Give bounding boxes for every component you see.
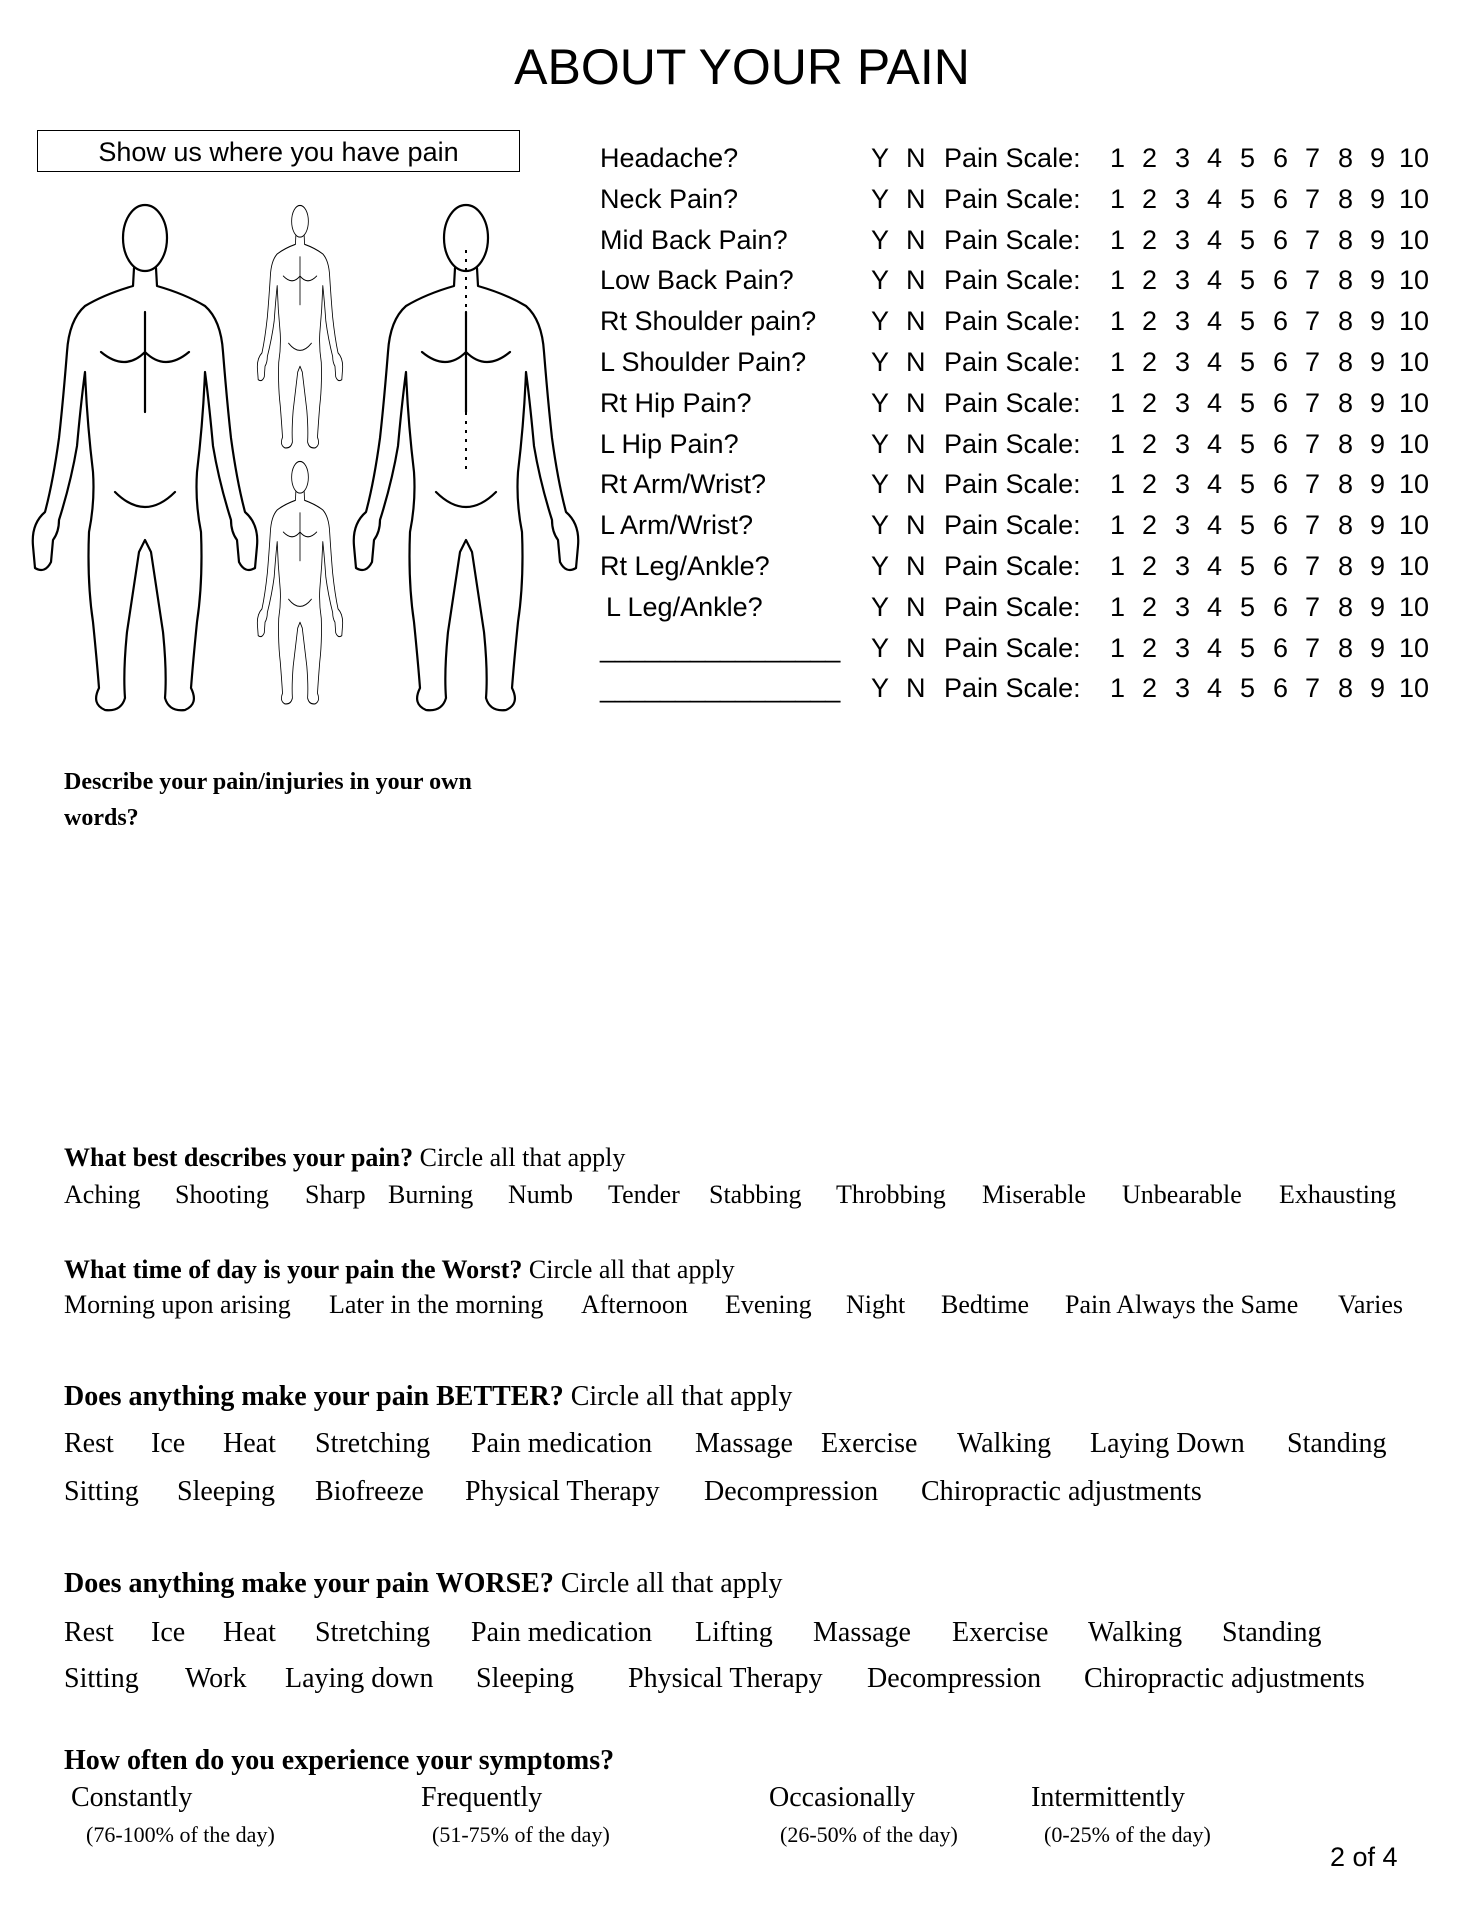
front-body-figure — [33, 205, 258, 710]
pain-scale-number[interactable]: 4 — [1207, 673, 1223, 704]
pain-scale-number[interactable]: 7 — [1305, 183, 1321, 214]
pain-scale-number[interactable]: 7 — [1305, 591, 1321, 622]
pain-scale-number[interactable]: 5 — [1240, 469, 1256, 500]
pain-scale-number[interactable]: 10 — [1399, 306, 1430, 337]
yes-option[interactable]: Y — [871, 183, 890, 214]
pain-scale-number[interactable]: 9 — [1370, 428, 1386, 459]
no-option[interactable]: N — [906, 183, 926, 214]
worse-option[interactable]: Massage — [813, 1617, 911, 1648]
pain-scale-number[interactable]: 7 — [1305, 224, 1321, 255]
side-body-figure-lower — [257, 461, 342, 704]
describes-option[interactable]: Sharp — [305, 1180, 366, 1209]
page-number: 2 of 4 — [1330, 1842, 1398, 1872]
yes-option[interactable]: Y — [871, 347, 890, 377]
pain-scale-number[interactable]: 6 — [1273, 428, 1289, 459]
pain-row-label: ________________ — [600, 673, 841, 704]
pain-scale-number[interactable]: 8 — [1338, 387, 1354, 418]
pain-scale-number[interactable]: 4 — [1207, 469, 1223, 500]
better-instruction: Circle all that apply — [570, 1381, 793, 1412]
pain-scale-number[interactable]: 6 — [1273, 591, 1289, 622]
no-option[interactable]: N — [906, 306, 926, 337]
pain-scale-number[interactable]: 5 — [1240, 306, 1256, 337]
pain-scale-number[interactable]: 5 — [1240, 428, 1256, 459]
time_of_day-option[interactable]: Afternoon — [581, 1290, 688, 1319]
pain-row-label: ________________ — [600, 632, 841, 663]
pain-scale-number[interactable]: 3 — [1175, 632, 1191, 663]
worse-option[interactable]: Walking — [1088, 1617, 1183, 1648]
pain-row-label: Rt Arm/Wrist? — [600, 469, 767, 500]
pain-scale-number[interactable]: 1 — [1110, 428, 1126, 459]
yes-option[interactable]: Y — [871, 224, 890, 255]
pain-scale-number[interactable]: 10 — [1399, 673, 1430, 704]
pain-scale-number[interactable]: 2 — [1142, 469, 1158, 500]
page-title: ABOUT YOUR PAIN — [514, 39, 970, 95]
pain-scale-number[interactable]: 1 — [1110, 510, 1126, 541]
pain-scale-number[interactable]: 9 — [1370, 306, 1386, 337]
pain-scale-number[interactable]: 5 — [1240, 265, 1256, 296]
pain-scale-number[interactable]: 8 — [1338, 306, 1354, 337]
pain-row-label: Rt Shoulder pain? — [600, 306, 817, 337]
time_of_day-question — [64, 1255, 735, 1285]
describes-option[interactable]: Throbbing — [836, 1180, 946, 1209]
no-option[interactable]: N — [906, 469, 926, 500]
pain-scale-number[interactable]: 9 — [1370, 591, 1386, 622]
pain-scale-number[interactable]: 4 — [1207, 306, 1223, 337]
pain-scale-number[interactable]: 7 — [1305, 347, 1321, 377]
pain-scale-number[interactable]: 4 — [1207, 143, 1223, 173]
pain-scale-number[interactable]: 3 — [1175, 428, 1191, 459]
no-option[interactable]: N — [906, 224, 926, 255]
pain-row-label: L Leg/Ankle? — [606, 591, 763, 622]
pain-scale-number[interactable]: 4 — [1207, 591, 1223, 622]
pain-scale-number[interactable]: 5 — [1240, 591, 1256, 622]
pain-scale-label: Pain Scale: — [944, 306, 1081, 337]
frequency-option[interactable]: Intermittently — [1031, 1782, 1185, 1813]
pain-scale-number[interactable]: 10 — [1399, 387, 1430, 418]
pain-scale-number[interactable]: 3 — [1175, 183, 1191, 214]
pain-scale-number[interactable]: 5 — [1240, 673, 1256, 704]
frequency-range: (76-100% of the day) — [86, 1822, 275, 1847]
frequency-option[interactable]: Frequently — [421, 1782, 543, 1813]
pain-row-label: Mid Back Pain? — [600, 224, 788, 255]
worse-option[interactable]: Rest — [64, 1617, 114, 1648]
pain-scale-number[interactable]: 2 — [1142, 591, 1158, 622]
pain-scale-number[interactable]: 3 — [1175, 673, 1191, 704]
better-option[interactable]: Chiropractic adjustments — [921, 1476, 1202, 1507]
pain-scale-number[interactable]: 3 — [1175, 143, 1191, 173]
time_of_day-option[interactable]: Evening — [725, 1290, 812, 1319]
better-option[interactable]: Stretching — [315, 1428, 431, 1459]
pain-scale-number[interactable]: 3 — [1175, 265, 1191, 296]
time_of_day-instruction: Circle all that apply — [528, 1255, 735, 1284]
pain-scale-number[interactable]: 4 — [1207, 510, 1223, 541]
yes-option[interactable]: Y — [871, 387, 890, 418]
better-option[interactable]: Ice — [151, 1428, 186, 1459]
pain-scale-number[interactable]: 2 — [1142, 387, 1158, 418]
pain-scale-number[interactable]: 5 — [1240, 224, 1256, 255]
better-option[interactable]: Exercise — [821, 1428, 918, 1459]
no-option[interactable]: N — [906, 673, 926, 704]
pain-scale-number[interactable]: 1 — [1110, 673, 1126, 704]
pain-scale-number[interactable]: 9 — [1370, 469, 1386, 500]
better-option[interactable]: Heat — [223, 1428, 276, 1459]
better-option[interactable]: Laying Down — [1090, 1428, 1245, 1459]
yes-option[interactable]: Y — [871, 469, 890, 500]
pain-scale-number[interactable]: 9 — [1370, 183, 1386, 214]
pain-scale-number[interactable]: 2 — [1142, 632, 1158, 663]
pain-scale-number[interactable]: 3 — [1175, 510, 1191, 541]
pain-scale-number[interactable]: 10 — [1399, 347, 1430, 377]
pain-scale-number[interactable]: 9 — [1370, 510, 1386, 541]
pain-scale-number[interactable]: 8 — [1338, 632, 1354, 663]
pain-scale-number[interactable]: 6 — [1273, 265, 1289, 296]
pain-scale-number[interactable]: 7 — [1305, 510, 1321, 541]
pain-scale-number[interactable]: 10 — [1399, 591, 1430, 622]
no-option[interactable]: N — [906, 632, 926, 663]
pain-scale-number[interactable]: 1 — [1110, 387, 1126, 418]
pain-scale-label: Pain Scale: — [944, 510, 1081, 541]
pain-scale-number[interactable]: 4 — [1207, 551, 1223, 581]
pain-scale-number[interactable]: 2 — [1142, 428, 1158, 459]
describe-question: Describe your pain/injuries in your own words? — [64, 769, 472, 831]
frequency-range: (26-50% of the day) — [780, 1822, 958, 1847]
yes-option[interactable]: Y — [871, 673, 890, 704]
pain-scale-number[interactable]: 2 — [1142, 224, 1158, 255]
pain-scale-number[interactable]: 9 — [1370, 551, 1386, 581]
no-option[interactable]: N — [906, 387, 926, 418]
pain-scale-number[interactable]: 1 — [1110, 224, 1126, 255]
pain-scale-number[interactable]: 8 — [1338, 591, 1354, 622]
pain-scale-number[interactable]: 3 — [1175, 387, 1191, 418]
time_of_day-option[interactable]: Pain Always the Same — [1065, 1290, 1299, 1319]
no-option[interactable]: N — [906, 510, 926, 541]
pain-scale-number[interactable]: 5 — [1240, 183, 1256, 214]
pain-scale-number[interactable]: 5 — [1240, 510, 1256, 541]
frequency-range: (0-25% of the day) — [1044, 1822, 1211, 1847]
worse-instruction: Circle all that apply — [560, 1568, 783, 1599]
better-question-text: Does anything make your pain BETTER? — [64, 1381, 564, 1412]
pain-scale-label: Pain Scale: — [944, 551, 1081, 581]
pain-scale-label: Pain Scale: — [944, 591, 1081, 622]
yes-option[interactable]: Y — [871, 591, 890, 622]
describes-instruction: Circle all that apply — [419, 1143, 626, 1172]
better-option[interactable]: Massage — [695, 1428, 793, 1459]
pain-scale-number[interactable]: 6 — [1273, 224, 1289, 255]
pain-scale-number[interactable]: 8 — [1338, 510, 1354, 541]
better-option[interactable]: Pain medication — [471, 1428, 653, 1459]
better-option[interactable]: Physical Therapy — [465, 1476, 660, 1507]
describe-answer-area[interactable] — [64, 840, 1424, 1120]
pain-scale-number[interactable]: 10 — [1399, 551, 1430, 581]
pain-scale-number[interactable]: 2 — [1142, 143, 1158, 173]
pain-scale-number[interactable]: 6 — [1273, 632, 1289, 663]
pain-scale-number[interactable]: 3 — [1175, 306, 1191, 337]
describes-option[interactable]: Unbearable — [1122, 1180, 1242, 1209]
pain-scale-number[interactable]: 5 — [1240, 551, 1256, 581]
pain-scale-number[interactable]: 8 — [1338, 183, 1354, 214]
better-option[interactable]: Rest — [64, 1428, 114, 1459]
pain-scale-number[interactable]: 1 — [1110, 143, 1126, 173]
pain-scale-number[interactable]: 7 — [1305, 551, 1321, 581]
pain-scale-number[interactable]: 5 — [1240, 387, 1256, 418]
describes-option[interactable]: Numb — [508, 1180, 573, 1209]
pain-scale-number[interactable]: 1 — [1110, 265, 1126, 296]
pain-scale-number[interactable]: 4 — [1207, 224, 1223, 255]
yes-option[interactable]: Y — [871, 306, 890, 337]
time_of_day-option[interactable]: Bedtime — [941, 1290, 1030, 1319]
yes-option[interactable]: Y — [871, 551, 890, 581]
worse-option[interactable]: Laying down — [285, 1663, 434, 1694]
pain-scale-number[interactable]: 1 — [1110, 306, 1126, 337]
pain-scale-number[interactable]: 4 — [1207, 387, 1223, 418]
pain-scale-number[interactable]: 6 — [1273, 551, 1289, 581]
pain-scale-number[interactable]: 1 — [1110, 632, 1126, 663]
time_of_day-option[interactable]: Morning upon arising — [64, 1290, 291, 1319]
worse-option[interactable]: Ice — [151, 1617, 186, 1648]
pain-row-label: Low Back Pain? — [600, 265, 794, 296]
pain-scale-number[interactable]: 2 — [1142, 265, 1158, 296]
pain-scale-number[interactable]: 6 — [1273, 510, 1289, 541]
pain-scale-number[interactable]: 8 — [1338, 143, 1354, 173]
pain-row-label: Rt Leg/Ankle? — [600, 551, 770, 581]
pain-scale-label: Pain Scale: — [944, 224, 1081, 255]
better-option[interactable]: Decompression — [704, 1476, 879, 1507]
worse-option[interactable]: Chiropractic adjustments — [1084, 1663, 1365, 1694]
pain-scale-number[interactable]: 7 — [1305, 428, 1321, 459]
better-option[interactable]: Sitting — [64, 1476, 139, 1507]
describes-option[interactable]: Shooting — [175, 1180, 269, 1209]
pain-row-label: Neck Pain? — [600, 183, 739, 214]
pain-scale-number[interactable]: 3 — [1175, 469, 1191, 500]
describes-option[interactable]: Stabbing — [709, 1180, 802, 1209]
pain-row-label: L Shoulder Pain? — [600, 347, 807, 377]
pain-scale-number[interactable]: 1 — [1110, 347, 1126, 377]
frequency-range: (51-75% of the day) — [432, 1822, 610, 1847]
pain-scale-number[interactable]: 7 — [1305, 469, 1321, 500]
yes-option[interactable]: Y — [871, 510, 890, 541]
pain-scale-number[interactable]: 1 — [1110, 183, 1126, 214]
pain-scale-number[interactable]: 6 — [1273, 469, 1289, 500]
pain-scale-label: Pain Scale: — [944, 183, 1081, 214]
yes-option[interactable]: Y — [871, 632, 890, 663]
pain-scale-number[interactable]: 10 — [1399, 224, 1430, 255]
worse-option[interactable]: Physical Therapy — [628, 1663, 823, 1694]
pain-scale-number[interactable]: 9 — [1370, 265, 1386, 296]
frequency-option[interactable]: Constantly — [71, 1782, 193, 1813]
frequency-question — [64, 1745, 614, 1777]
worse-question-text: Does anything make your pain WORSE? — [64, 1568, 554, 1599]
side-body-figure-upper — [257, 205, 342, 448]
pain-row-label: Headache? — [600, 143, 739, 173]
worse-option[interactable]: Decompression — [867, 1663, 1042, 1694]
pain-scale-number[interactable]: 9 — [1370, 632, 1386, 663]
pain-scale-number[interactable]: 9 — [1370, 673, 1386, 704]
pain-scale-number[interactable]: 8 — [1338, 469, 1354, 500]
worse-option[interactable]: Sitting — [64, 1663, 139, 1694]
pain-scale-number[interactable]: 10 — [1399, 632, 1430, 663]
pain-scale-number[interactable]: 3 — [1175, 347, 1191, 377]
no-option[interactable]: N — [906, 591, 926, 622]
pain-scale-number[interactable]: 10 — [1399, 469, 1430, 500]
pain-scale-number[interactable]: 2 — [1142, 347, 1158, 377]
pain-scale-number[interactable]: 8 — [1338, 224, 1354, 255]
pain-scale-number[interactable]: 4 — [1207, 347, 1223, 377]
better-option[interactable]: Biofreeze — [315, 1476, 424, 1507]
pain-scale-number[interactable]: 8 — [1338, 551, 1354, 581]
pain-scale-number[interactable]: 10 — [1399, 428, 1430, 459]
pain-scale-number[interactable]: 2 — [1142, 306, 1158, 337]
pain-scale-number[interactable]: 8 — [1338, 428, 1354, 459]
pain-scale-label: Pain Scale: — [944, 265, 1081, 296]
pain-scale-number[interactable]: 10 — [1399, 265, 1430, 296]
pain-scale-label: Pain Scale: — [944, 673, 1081, 704]
pain-scale-number[interactable]: 4 — [1207, 183, 1223, 214]
no-option[interactable]: N — [906, 551, 926, 581]
pain-scale-label: Pain Scale: — [944, 632, 1081, 663]
pain-scale-label: Pain Scale: — [944, 143, 1081, 173]
pain-scale-number[interactable]: 4 — [1207, 428, 1223, 459]
time_of_day-option[interactable]: Varies — [1338, 1290, 1403, 1319]
pain-scale-number[interactable]: 10 — [1399, 183, 1430, 214]
pain-scale-number[interactable]: 9 — [1370, 387, 1386, 418]
pain-scale-number[interactable]: 1 — [1110, 469, 1126, 500]
time_of_day-question-text: What time of day is your pain the Worst? — [64, 1255, 523, 1284]
pain-scale-number[interactable]: 3 — [1175, 551, 1191, 581]
pain-scale-number[interactable]: 1 — [1110, 551, 1126, 581]
yes-option[interactable]: Y — [871, 143, 890, 173]
pain-scale-number[interactable]: 7 — [1305, 632, 1321, 663]
no-option[interactable]: N — [906, 143, 926, 173]
describes-question — [64, 1143, 625, 1173]
no-option[interactable]: N — [906, 265, 926, 296]
pain-scale-label: Pain Scale: — [944, 387, 1081, 418]
no-option[interactable]: N — [906, 428, 926, 459]
pain-scale-number[interactable]: 7 — [1305, 306, 1321, 337]
pain-scale-number[interactable]: 2 — [1142, 510, 1158, 541]
pain-scale-number[interactable]: 2 — [1142, 673, 1158, 704]
describes-option[interactable]: Exhausting — [1279, 1180, 1396, 1209]
pain-scale-number[interactable]: 7 — [1305, 265, 1321, 296]
pain-scale-number[interactable]: 7 — [1305, 387, 1321, 418]
pain-scale-number[interactable]: 8 — [1338, 673, 1354, 704]
pain-scale-number[interactable]: 6 — [1273, 143, 1289, 173]
time_of_day-option[interactable]: Night — [846, 1290, 906, 1319]
pain-scale-number[interactable]: 5 — [1240, 347, 1256, 377]
pain-scale-number[interactable]: 8 — [1338, 347, 1354, 377]
yes-option[interactable]: Y — [871, 428, 890, 459]
pain-scale-number[interactable]: 6 — [1273, 673, 1289, 704]
worse-option[interactable]: Pain medication — [471, 1617, 653, 1648]
pain-row-label: L Arm/Wrist? — [600, 510, 754, 541]
pain-scale-number[interactable]: 4 — [1207, 265, 1223, 296]
worse-option[interactable]: Exercise — [952, 1617, 1049, 1648]
pain-scale-label: Pain Scale: — [944, 469, 1081, 500]
pain-scale-label: Pain Scale: — [944, 347, 1081, 377]
pain-scale-number[interactable]: 9 — [1370, 224, 1386, 255]
describes-option[interactable]: Miserable — [982, 1180, 1086, 1209]
frequency-question-text: How often do you experience your symptoms? — [64, 1745, 615, 1776]
worse-option[interactable]: Sleeping — [476, 1663, 574, 1694]
pain-scale-number[interactable]: 9 — [1370, 143, 1386, 173]
worse-option[interactable]: Standing — [1222, 1617, 1322, 1648]
worse-option[interactable]: Lifting — [695, 1617, 773, 1648]
pain-scale-number[interactable]: 2 — [1142, 183, 1158, 214]
describes-option[interactable]: Burning — [388, 1180, 474, 1209]
better-option[interactable]: Walking — [957, 1428, 1052, 1459]
pain-scale-number[interactable]: 6 — [1273, 347, 1289, 377]
time_of_day-option[interactable]: Later in the morning — [329, 1290, 544, 1319]
worse-option[interactable]: Stretching — [315, 1617, 431, 1648]
pain-scale-number[interactable]: 3 — [1175, 224, 1191, 255]
worse-option[interactable]: Work — [185, 1663, 247, 1694]
pain-scale-number[interactable]: 6 — [1273, 306, 1289, 337]
pain-scale-number[interactable]: 10 — [1399, 510, 1430, 541]
no-option[interactable]: N — [906, 347, 926, 377]
pain-scale-number[interactable]: 2 — [1142, 551, 1158, 581]
describes-question-text: What best describes your pain? — [64, 1143, 414, 1172]
pain-scale-number[interactable]: 10 — [1399, 143, 1430, 173]
yes-option[interactable]: Y — [871, 265, 890, 296]
pain-scale-number[interactable]: 9 — [1370, 347, 1386, 377]
pain-scale-number[interactable]: 7 — [1305, 143, 1321, 173]
pain-scale-number[interactable]: 5 — [1240, 632, 1256, 663]
pain-row-label: Rt Hip Pain? — [600, 387, 752, 418]
body-diagram[interactable] — [0, 0, 600, 740]
pain-scale-number[interactable]: 8 — [1338, 265, 1354, 296]
pain-scale-number[interactable]: 1 — [1110, 591, 1126, 622]
pain-scale-number[interactable]: 7 — [1305, 673, 1321, 704]
worse-option[interactable]: Heat — [223, 1617, 276, 1648]
pain-row-label: L Hip Pain? — [600, 428, 739, 459]
worse-question — [64, 1568, 782, 1600]
better-option[interactable]: Sleeping — [177, 1476, 275, 1507]
describes-option[interactable]: Tender — [608, 1180, 680, 1209]
pain-scale-number[interactable]: 3 — [1175, 591, 1191, 622]
better-question — [64, 1381, 792, 1413]
pain-scale-number[interactable]: 6 — [1273, 387, 1289, 418]
pain-scale-number[interactable]: 5 — [1240, 143, 1256, 173]
body-chart-label: Show us where you have pain — [37, 130, 520, 172]
pain-scale-number[interactable]: 6 — [1273, 183, 1289, 214]
describes-option[interactable]: Aching — [64, 1180, 141, 1209]
frequency-option[interactable]: Occasionally — [769, 1782, 916, 1813]
pain-scale-label: Pain Scale: — [944, 428, 1081, 459]
pain-scale-number[interactable]: 4 — [1207, 632, 1223, 663]
better-option[interactable]: Standing — [1287, 1428, 1387, 1459]
